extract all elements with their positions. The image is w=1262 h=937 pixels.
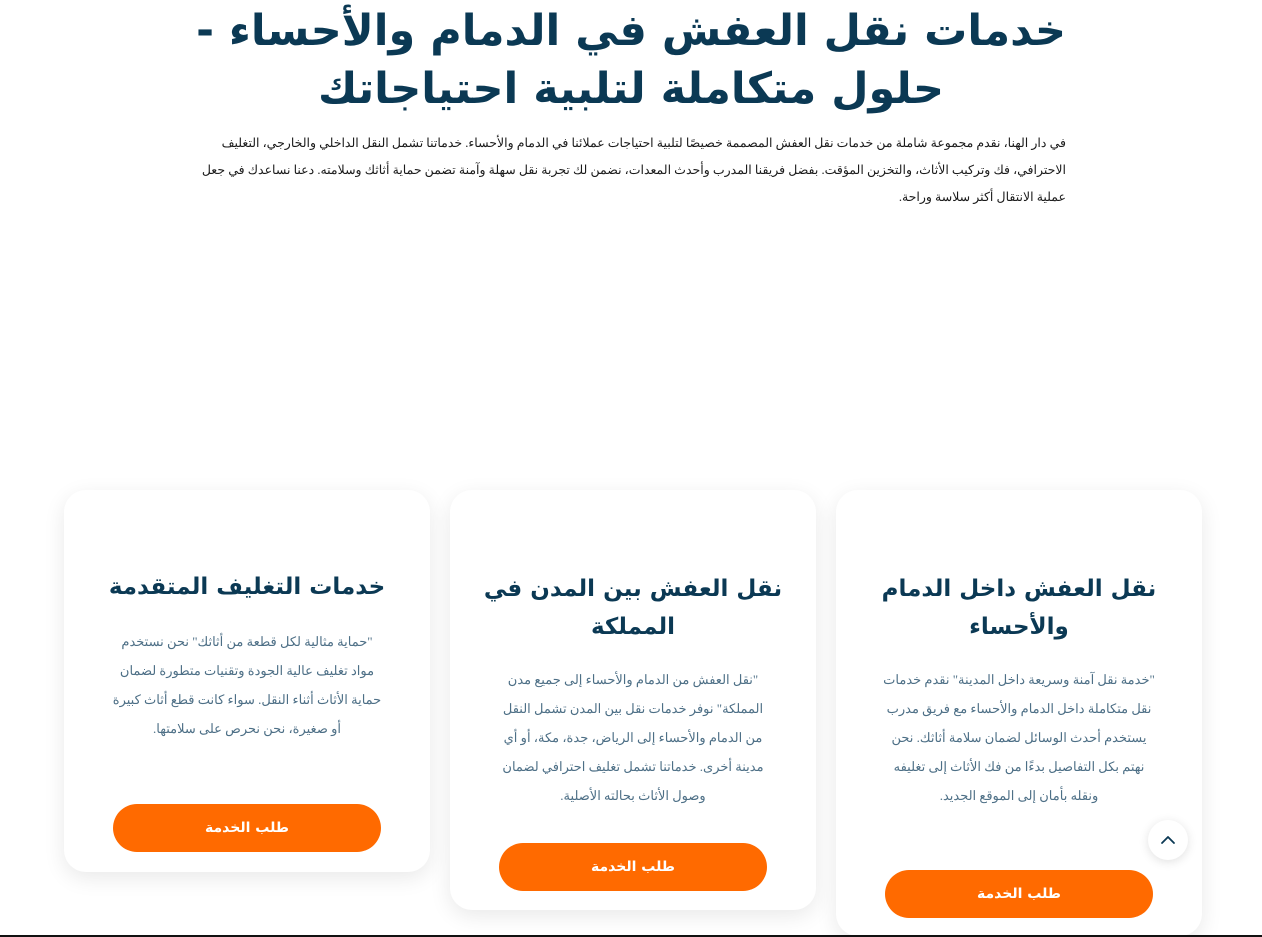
card-text: "خدمة نقل آمنة وسريعة داخل المدينة" نقدم خدمات نقل متكاملة داخل الدمام والأحساء مع فريق مدرب يستخدم أحدث الوسائل لضمان سلامة أثاثك. نحن نهتم بكل التفاصيل بدءًا من فك الأثاث إلى تغليفه ونقله بأمان إلى الموقع الجديد.: [883, 672, 1155, 803]
hero-title: [150, 2, 1112, 118]
card-title: خدمات التغليف المتقدمة: [108, 574, 386, 600]
service-card-packing: [64, 490, 430, 872]
service-card-local-moving: [836, 490, 1202, 936]
hero-title-line1: خدمات نقل العفش في الدمام والأحساء -: [196, 6, 1066, 56]
card-text: "حماية مثالية لكل قطعة من أثاثك" نحن نستخدم مواد تغليف عالية الجودة وتقنيات متطورة لضمان حماية الأثاث أثناء النقل. سواء كانت قطع أثاث كبيرة أو صغيرة، نحن نحرص على سلامتها.: [112, 634, 382, 736]
chevron-up-icon: [1159, 831, 1177, 849]
request-service-button[interactable]: طلب الخدمة: [113, 804, 381, 852]
request-service-button[interactable]: طلب الخدمة: [885, 870, 1153, 918]
service-card-intercity-moving: [450, 490, 816, 910]
hero-description: في دار الهنا، نقدم مجموعة شاملة من خدمات نقل العفش المصممة خصيصًا لتلبية احتياجات عملائنا في الدمام والأحساء. خدماتنا تشمل النقل الداخلي والخارجي، التغليف الاحترافي، فك وتركيب الأثاث، والتخزين المؤقت. بفضل فريقنا المدرب وأحدث المعدات، نضمن لك تجربة نقل سهلة وآمنة تضمن حماية أثاثك وسلامته. دعنا نساعدك في جعل عملية الانتقال أكثر سلاسة وراحة.: [201, 136, 1066, 204]
card-title: نقل العفش داخل الدمام والأحساء: [881, 576, 1157, 640]
request-service-button[interactable]: طلب الخدمة: [499, 843, 767, 891]
scroll-to-top-button[interactable]: [1148, 820, 1188, 860]
card-title: نقل العفش بين المدن في المملكة: [483, 576, 783, 640]
hero-title-line2: حلول متكاملة لتلبية احتياجاتك: [317, 64, 945, 114]
card-text: "نقل العفش من الدمام والأحساء إلى جميع مدن المملكة" نوفر خدمات نقل بين المدن تشمل النقل من الدمام والأحساء إلى الرياض، جدة، مكة، أو أي مدينة أخرى. خدماتنا تشمل تغليف احترافي لضمان وصول الأثاث بحالته الأصلية.: [502, 672, 764, 803]
